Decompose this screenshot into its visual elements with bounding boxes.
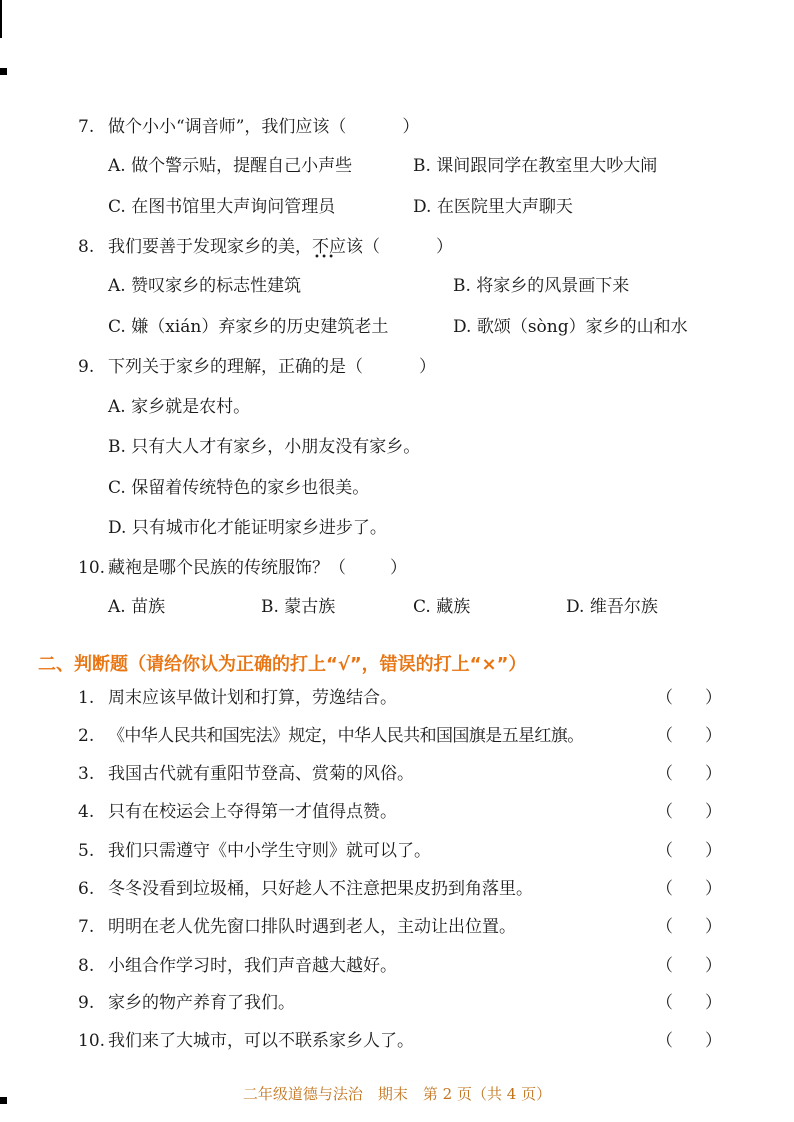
question-10-option-a[interactable]: A. 苗族 bbox=[108, 597, 166, 617]
question-10-option-d[interactable]: D. 维吾尔族 bbox=[566, 597, 658, 617]
question-8-option-d[interactable]: D. 歌颂（sòng）家乡的山和水 bbox=[453, 317, 688, 337]
question-10-option-b[interactable]: B. 蒙古族 bbox=[261, 597, 336, 617]
question-10-option-c[interactable]: C. 藏族 bbox=[413, 597, 471, 617]
question-7-option-c[interactable]: C. 在图书馆里大声询问管理员 bbox=[108, 197, 336, 217]
judgment-item-9: 9. 家乡的物产养育了我们。 bbox=[78, 993, 295, 1013]
question-7-option-a[interactable]: A. 做个警示贴，提醒自己小声些 bbox=[108, 156, 353, 176]
judgment-item-8: 8. 小组合作学习时，我们声音越大越好。 bbox=[78, 956, 397, 976]
question-7-stem: 7. 做个小小“调音师”，我们应该（ ） bbox=[78, 117, 420, 137]
section-two-title: 二、判断题（请给你认为正确的打上“√”，错误的打上“×”） bbox=[38, 654, 527, 675]
question-9-option-a[interactable]: A. 家乡就是农村。 bbox=[108, 397, 251, 417]
judgment-item-7: 7. 明明在老人优先窗口排队时遇到老人，主动让出位置。 bbox=[78, 917, 516, 937]
judgment-item-4: 4. 只有在校运会上夺得第一才值得点赞。 bbox=[78, 802, 397, 822]
question-9-option-b[interactable]: B. 只有大人才有家乡，小朋友没有家乡。 bbox=[108, 437, 421, 457]
judgment-item-2: 2. 《中华人民共和国宪法》规定，中华人民共和国国旗是五星红旗。 bbox=[78, 726, 584, 746]
page-footer: 二年级道德与法治 期末 第 2 页（共 4 页） bbox=[242, 1085, 552, 1103]
question-7-option-b[interactable]: B. 课间跟同学在教室里大吵大闹 bbox=[413, 156, 658, 176]
question-9-option-d[interactable]: D. 只有城市化才能证明家乡进步了。 bbox=[108, 518, 387, 538]
judgment-item-10: 10. 我们来了大城市，可以不联系家乡人了。 bbox=[78, 1031, 414, 1051]
question-8-option-b[interactable]: B. 将家乡的风景画下来 bbox=[453, 276, 630, 296]
question-7-option-d[interactable]: D. 在医院里大声聊天 bbox=[413, 197, 573, 217]
question-9-stem: 9. 下列关于家乡的理解，正确的是（ ） bbox=[78, 357, 436, 377]
judgment-item-5: 5. 我们只需遵守《中小学生守则》就可以了。 bbox=[78, 841, 431, 861]
registration-mark-top bbox=[0, 68, 7, 75]
question-8-option-a[interactable]: A. 赞叹家乡的标志性建筑 bbox=[108, 276, 302, 296]
emphasis-not-should: 不应该 • • • bbox=[312, 236, 363, 258]
question-10-stem: 10. 藏袍是哪个民族的传统服饰？（ ） bbox=[78, 558, 407, 578]
question-8-option-c[interactable]: C. 嫌（xián）弃家乡的历史建筑老土 bbox=[108, 317, 389, 337]
judgment-item-1: 1. 周末应该早做计划和打算，劳逸结合。 bbox=[78, 688, 397, 708]
question-8-stem: 8. 我们要善于发现家乡的美，不应该 • • •（ ） bbox=[78, 236, 453, 258]
corner-mark-top bbox=[0, 0, 2, 38]
judgment-item-6: 6. 冬冬没看到垃圾桶，只好趁人不注意把果皮扔到角落里。 bbox=[78, 879, 533, 899]
judgment-item-3: 3. 我国古代就有重阳节登高、赏菊的风俗。 bbox=[78, 764, 414, 784]
question-9-option-c[interactable]: C. 保留着传统特色的家乡也很美。 bbox=[108, 478, 370, 498]
